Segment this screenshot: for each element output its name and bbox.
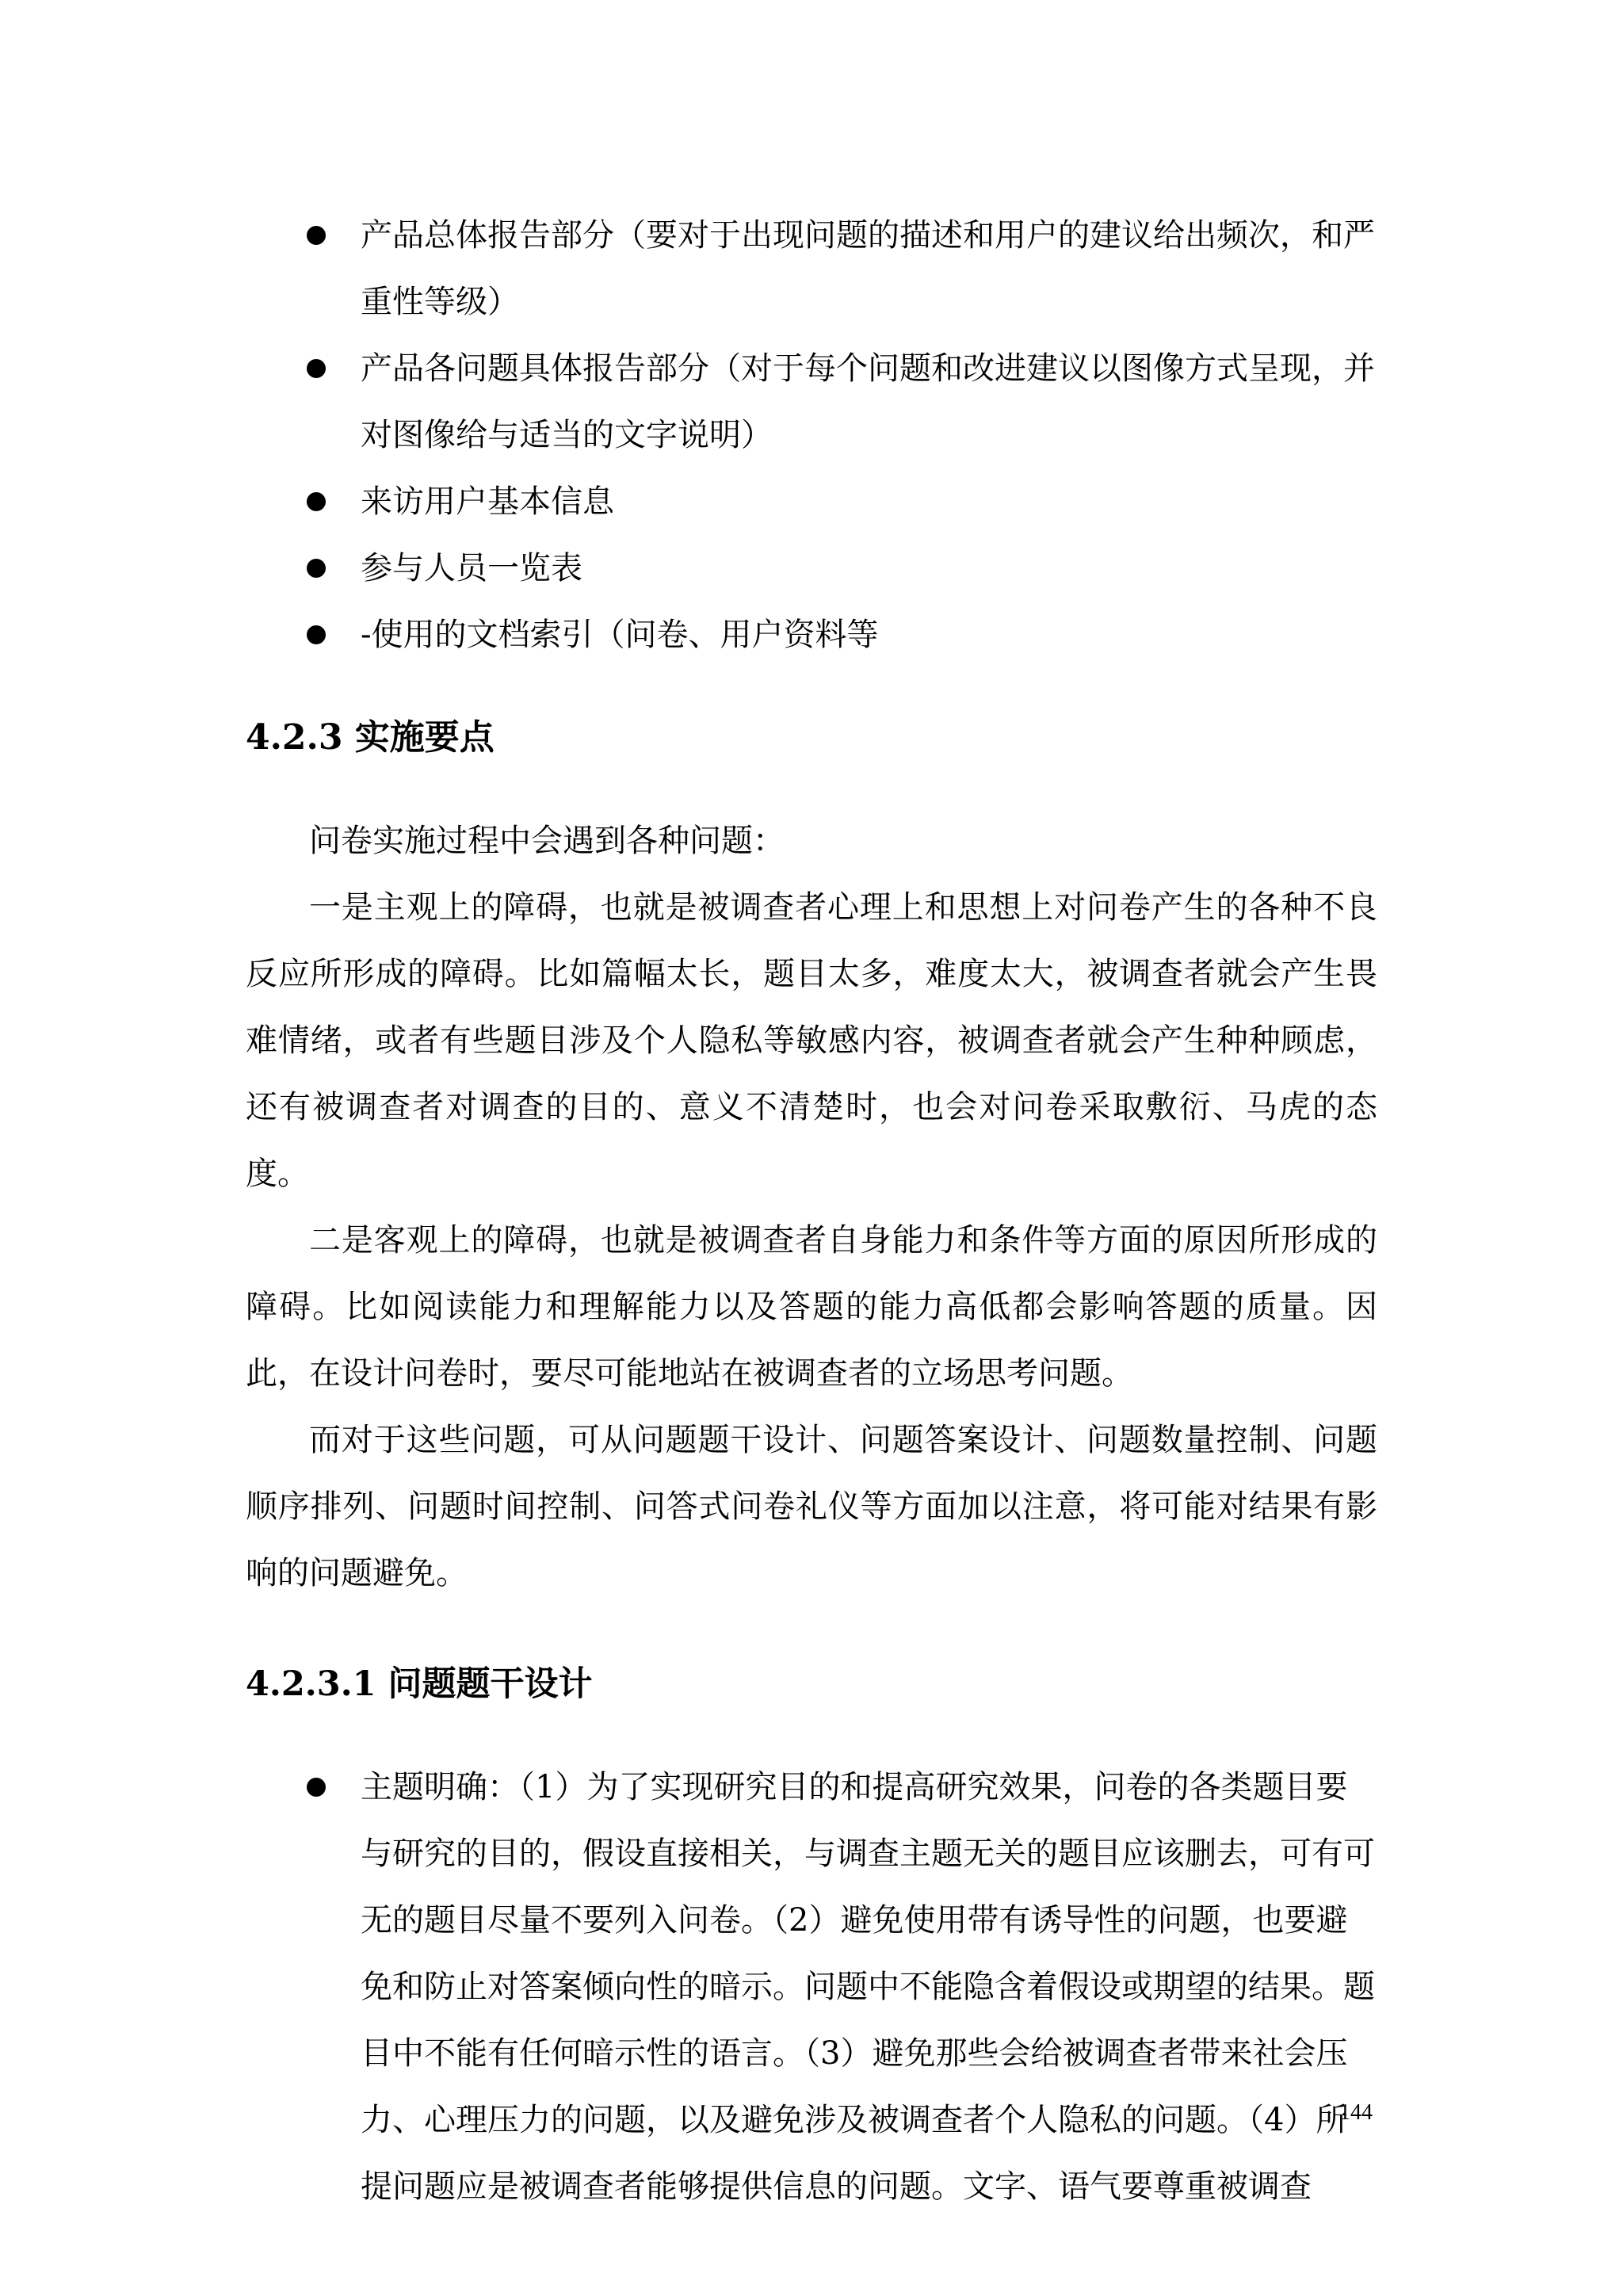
list-item-text: 参与人员一览表 <box>361 550 582 586</box>
bullet-icon <box>307 359 326 378</box>
list-item <box>246 335 1377 468</box>
list-item-text: 产品总体报告部分（要对于出现问题的描述和用户的建议给出频次，和严重性等级） <box>361 217 1375 320</box>
list-item-text: 来访用户基本信息 <box>361 483 614 520</box>
page-number: 144 <box>1339 2100 1373 2125</box>
bullet-icon <box>307 492 326 511</box>
list-item <box>246 468 1377 535</box>
section-body <box>246 808 1377 1606</box>
report-contents-list <box>246 202 1377 668</box>
body-paragraph: 而对于这些问题，可从问题题干设计、问题答案设计、问题数量控制、问题顺序排列、问题时间控制、问答式问卷礼仪等方面加以注意，将可能对结果有影响的问题避免。 <box>246 1422 1377 1591</box>
body-paragraph: 一是主观上的障碍，也就是被调查者心理上和思想上对问卷产生的各种不良反应所形成的障碍。比如篇幅太长，题目太多，难度太大，被调查者就会产生畏难情绪，或者有些题目涉及个人隐私等敏感内容，被调查者就会产生种种顾虑，还有被调查者对调查的目的、意义不清楚时，也会对问卷采取敷衍、马虎的态度。 <box>246 889 1377 1192</box>
body-paragraph: 二是客观上的障碍，也就是被调查者自身能力和条件等方面的原因所形成的障碍。比如阅读能力和理解能力以及答题的能力高低都会影响答题的质量。因此，在设计问卷时，要尽可能地站在被调查者的立场思考问题。 <box>246 1222 1377 1392</box>
list-item-text: 产品各问题具体报告部分（对于每个问题和改进建议以图像方式呈现，并对图像给与适当的文字说明） <box>361 350 1375 453</box>
list-item <box>246 602 1377 668</box>
subsection-list <box>246 1754 1377 2220</box>
bullet-icon <box>307 226 326 245</box>
list-item-text: -使用的文档索引（问卷、用户资料等 <box>361 617 879 653</box>
body-paragraph: 问卷实施过程中会遇到各种问题： <box>309 823 785 859</box>
bullet-icon <box>307 1778 326 1797</box>
list-item <box>246 202 1377 335</box>
list-item <box>246 1754 1377 2220</box>
subsection-heading: 4.2.3.1 问题题干设计 <box>246 1664 593 1704</box>
list-item-text: 主题明确：（1）为了实现研究目的和提高研究效果，问卷的各类题目要与研究的目的，假设直接相关，与调查主题无关的题目应该删去，可有可无的题目尽量不要列入问卷。（2）避免使用带有诱导性的问题，也要避免和防止对答案倾向性的暗示。问题中不能隐含着假设或期望的结果。题目中不能有任何暗示性的语言。（3）避免那些会给被调查者带来社会压力、心理压力的问题，以及避免涉及被调查者个人隐私的问题。（4）所提问题应是被调查者能够提供信息的问题。文字、语气要尊重被调查 <box>361 1769 1375 2205</box>
bullet-icon <box>307 625 326 644</box>
list-item <box>246 535 1377 602</box>
section-heading: 4.2.3 实施要点 <box>246 717 495 758</box>
page-content <box>246 202 1377 2220</box>
bullet-icon <box>307 559 326 578</box>
